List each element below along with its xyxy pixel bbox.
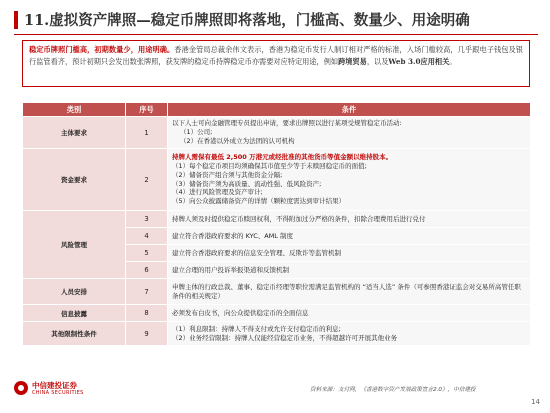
summary-text-3: 。 [449, 57, 457, 67]
condition-line: 建立符合香港政府要求的 KYC、AML 制度 [172, 231, 293, 240]
condition-cell [168, 149, 531, 211]
table-row [23, 211, 531, 228]
category-cell: 信息披露 [23, 305, 126, 322]
condition-highlight: 持牌人需保有最低 2,500 万港元或经批准的其他货币等值金额以维持股本。 [172, 153, 393, 162]
summary-bold-1: 跨境贸易 [338, 57, 367, 67]
number-cell: 4 [126, 228, 168, 245]
summary-text-1: 香港金管局总裁余伟文表示，香港为稳定币发行人制订相对严格的标准，入场门槛较高，几乎跟电子钱包及银行监管看齐，预计初期只会发出数张牌照，获发牌的稳定币持牌稳定币亦需要对应特定用途，例如 [29, 45, 523, 67]
number-cell: 9 [126, 322, 168, 346]
page-title: 11.虚拟资产牌照—稳定币牌照即将落地，门槛高、数量少、用途明确 [24, 12, 470, 29]
condition-line: （5）向公众披露储备资产的详情（颗粒度需达到审计结果） [172, 197, 346, 206]
company-logo [14, 380, 134, 402]
summary-box [22, 40, 530, 87]
number-cell: 1 [126, 117, 168, 149]
table-row [23, 117, 531, 149]
condition-line: 必须发布白皮书，向公众提供稳定币的全面信息 [172, 308, 309, 317]
category-cell: 风险管理 [23, 211, 126, 279]
condition-line: （2）储备资产组合须与其他资金分隔; [172, 170, 283, 179]
number-cell: 7 [126, 279, 168, 305]
title-divider [14, 34, 538, 35]
condition-cell [168, 211, 531, 228]
condition-line: （2）在香港以外成立为法团的认可机构 [180, 136, 295, 145]
number-cell: 3 [126, 211, 168, 228]
condition-line: （2）业务经营限制：持牌人仅能经营稳定币业务，不得超越许可开展其他业务 [172, 333, 398, 342]
page-number: 14 [531, 398, 540, 406]
table-row [23, 279, 531, 305]
category-cell: 人员安排 [23, 279, 126, 305]
summary-text-2: ，以及 [366, 57, 389, 67]
condition-cell [168, 228, 531, 245]
condition-line: （1）利息限制：持牌人不得支付或允许支付稳定币的利息; [172, 324, 341, 333]
requirements-table [22, 102, 531, 346]
condition-cell [168, 322, 531, 346]
condition-cell [168, 305, 531, 322]
condition-line: （4）进行风险管理及资产审计; [172, 188, 263, 197]
page-header [14, 7, 539, 35]
condition-cell [168, 279, 531, 305]
condition-line: 建立合理的用户投诉举报渠道和反馈机制 [172, 265, 289, 274]
condition-line: 建立符合香港政府要求的信息安全管理、反欺诈等监管机制 [172, 248, 341, 257]
summary-bold-2: Web 3.0应用相关 [388, 57, 450, 67]
header-number: 序号 [126, 103, 168, 117]
table-row [23, 149, 531, 211]
category-cell: 资金要求 [23, 149, 126, 211]
condition-line: 以下人士可向金融管理专员提出申请，要求出牌照以进行某项受规管稳定币活动: [172, 119, 402, 128]
title-accent-bar [14, 11, 18, 29]
table-header-row [23, 103, 531, 117]
condition-cell [168, 117, 531, 149]
header-condition: 条件 [168, 103, 531, 117]
number-cell: 8 [126, 305, 168, 322]
condition-line: （1）公司; [180, 128, 213, 137]
condition-line: （3）储备资产须为高质量、流动性强、低风险资产; [172, 179, 322, 188]
category-cell: 主体要求 [23, 117, 126, 149]
table-row [23, 305, 531, 322]
number-cell: 5 [126, 245, 168, 262]
logo-text-en: CHINA SECURITIES [32, 390, 84, 396]
condition-line: 申牌主体的行政总裁、董事、稳定币经理等职位需满足监管机构的 “适当人选” 条件（可参照香港证监会对交易所高管任职条件的相关规定） [172, 282, 521, 300]
condition-line: （1）每个稳定币项目均须确保其市值至少等于未赎回稳定币的面值; [172, 161, 367, 170]
condition-cell [168, 262, 531, 279]
table-row [23, 322, 531, 346]
number-cell: 2 [126, 149, 168, 211]
number-cell: 6 [126, 262, 168, 279]
header-category: 类别 [23, 103, 126, 117]
logo-icon [14, 381, 28, 395]
summary-highlight: 稳定币牌照门槛高，初期数量少，用途明确。 [29, 45, 175, 54]
category-cell: 其他限制性条件 [23, 322, 126, 346]
source-note: 资料来源：支付网，《香港数字资产发展政策宣言2.0》，中信建投 [310, 387, 476, 393]
condition-line: 持牌人须及时提供稳定币赎回权利，不得附加过分严格的条件，扣除合理费用后进行兑付 [172, 214, 426, 223]
logo-text-cn: 中信建投证券 [32, 381, 77, 390]
condition-cell [168, 245, 531, 262]
